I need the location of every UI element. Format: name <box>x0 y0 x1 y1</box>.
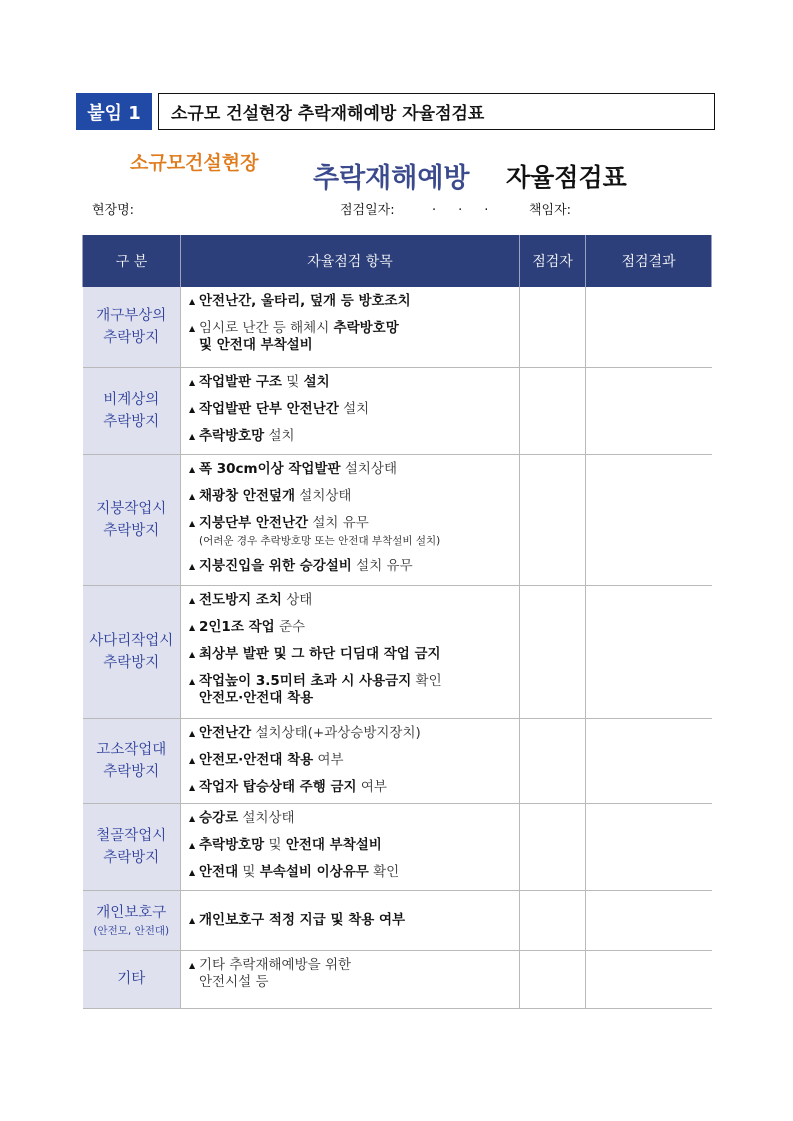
check-item-emphasis: 설치 <box>303 373 330 390</box>
check-item-line <box>199 725 421 742</box>
check-item-continuation: 안전시설 등 <box>199 973 269 990</box>
row-check-items <box>181 890 520 950</box>
check-item-text <box>199 957 351 991</box>
check-item <box>189 515 519 548</box>
triangle-bullet-icon: ▲ <box>189 518 196 528</box>
check-item <box>189 864 519 881</box>
inspector-cell[interactable] <box>520 454 586 585</box>
check-item-line <box>199 752 344 769</box>
category-line: 추락방지 <box>103 654 160 671</box>
check-item-emphasis: 개인보호구 적정 지급 및 착용 여부 <box>199 911 406 928</box>
triangle-bullet-icon: ▲ <box>189 595 196 605</box>
check-item-emphasis: 승강로 <box>199 809 239 826</box>
check-item-line <box>199 912 405 929</box>
check-item-line <box>199 779 387 796</box>
check-item-emphasis: 안전난간 <box>199 724 252 741</box>
row-category <box>83 585 181 718</box>
check-item-plain: 및 <box>264 836 286 853</box>
category-line: 추락방지 <box>103 329 160 346</box>
inspector-cell[interactable] <box>520 718 586 803</box>
check-item <box>189 320 519 354</box>
check-item-plain: 설치 유무 <box>308 514 369 531</box>
meta-row <box>0 199 793 219</box>
check-item-text <box>199 752 344 769</box>
check-item-plain: 기타 추락재해예방을 위한 <box>199 956 352 973</box>
check-item <box>189 461 519 478</box>
check-item-line <box>199 293 411 310</box>
check-item-plain: 설치 <box>264 427 295 444</box>
check-item-emphasis: 작업자 탑승상태 주행 금지 <box>199 778 357 795</box>
row-category <box>83 803 181 890</box>
triangle-bullet-icon: ▲ <box>189 782 196 792</box>
check-item-plain: 및 <box>281 373 304 390</box>
row-check-items <box>181 950 520 1008</box>
check-item-text <box>199 646 441 663</box>
table-row <box>83 950 712 1008</box>
result-cell[interactable] <box>586 454 712 585</box>
table-header-row <box>83 235 712 287</box>
result-cell[interactable] <box>586 950 712 1008</box>
category-line: 추락방지 <box>103 522 160 539</box>
triangle-bullet-icon: ▲ <box>189 622 196 632</box>
check-item <box>189 293 519 310</box>
triangle-bullet-icon: ▲ <box>189 324 196 333</box>
table-row <box>83 585 712 718</box>
header-category: 구 분 <box>83 235 181 287</box>
check-item-emphasis: 작업발판 단부 안전난간 <box>199 400 339 417</box>
check-item <box>189 646 519 663</box>
check-item-text <box>199 428 295 445</box>
check-item-plain: 설치상태 <box>238 809 295 826</box>
category-line: 지붕작업시 <box>96 500 167 517</box>
inspector-cell[interactable] <box>520 287 586 367</box>
triangle-bullet-icon: ▲ <box>189 867 196 877</box>
triangle-bullet-icon: ▲ <box>189 728 196 738</box>
inspection-date-label: 점검일자: <box>340 203 395 218</box>
category-line: 개인보호구 <box>96 905 167 921</box>
table-row <box>83 287 712 367</box>
check-item-text <box>199 864 399 881</box>
check-item-text <box>199 293 411 310</box>
check-item-text <box>199 779 387 796</box>
row-category <box>83 367 181 454</box>
result-cell[interactable] <box>586 287 712 367</box>
check-item <box>189 725 519 742</box>
check-item-line <box>199 837 382 854</box>
inspector-cell[interactable] <box>520 950 586 1008</box>
check-item-emphasis: 추락방호망 <box>199 836 265 853</box>
row-check-items <box>181 367 520 454</box>
title-tail: 자율점검표 <box>506 163 627 192</box>
result-cell[interactable] <box>586 367 712 454</box>
attachment-title: 소규모 건설현장 추락재해예방 자율점검표 <box>158 93 715 130</box>
check-item-line <box>199 619 305 636</box>
check-item-text <box>199 810 295 827</box>
check-item-plain: 설치 유무 <box>351 557 413 574</box>
check-item-emphasis: 안전모·안전대 착용 <box>199 751 314 768</box>
category-line: 추락방지 <box>103 849 160 866</box>
check-item <box>189 779 519 796</box>
check-item-plain: 임시로 난간 등 해체시 <box>199 320 334 336</box>
check-item <box>189 488 519 505</box>
check-item-plain: 여부 <box>313 751 344 768</box>
row-check-items <box>181 454 520 585</box>
check-item-emphasis: 지붕진입을 위한 승강설비 <box>199 557 352 574</box>
check-item-plain: 확인 <box>368 863 400 880</box>
check-item <box>189 957 519 991</box>
check-item-text <box>199 592 312 609</box>
table-row <box>83 367 712 454</box>
category-line: 비계상의 <box>103 391 160 408</box>
check-item-plain: 상태 <box>281 591 313 608</box>
check-item-text <box>199 374 330 391</box>
check-item-emphasis: 최상부 발판 및 그 하단 디딤대 작업 금지 <box>199 645 441 662</box>
check-item <box>189 912 519 929</box>
check-item-plain: 준수 <box>274 618 306 635</box>
check-item-plain: 여부 <box>356 778 387 795</box>
result-cell[interactable] <box>586 890 712 950</box>
inspector-cell[interactable] <box>520 890 586 950</box>
check-item-continuation: 안전모·안전대 착용 <box>199 689 314 706</box>
triangle-bullet-icon: ▲ <box>189 960 196 970</box>
check-item-line <box>199 558 413 575</box>
category-line: 기타 <box>117 971 146 987</box>
check-item-text <box>199 837 382 854</box>
triangle-bullet-icon: ▲ <box>189 915 196 925</box>
triangle-bullet-icon: ▲ <box>189 755 196 765</box>
check-item-line <box>199 428 295 445</box>
check-item-plain: 설치상태 <box>295 487 352 504</box>
category-line: 고소작업대 <box>96 741 167 758</box>
table-row <box>83 890 712 950</box>
table-row <box>83 718 712 803</box>
check-item <box>189 810 519 827</box>
check-item-emphasis: 작업높이 3.5미터 초과 시 사용금지 <box>199 672 412 689</box>
check-item-emphasis: 안전대 부착설비 <box>285 836 382 853</box>
check-item-text <box>199 725 421 742</box>
check-item-text <box>199 515 440 548</box>
result-cell[interactable] <box>586 585 712 718</box>
check-item-line <box>199 957 351 974</box>
check-item-text <box>199 401 369 418</box>
checklist-table <box>82 235 712 1009</box>
check-item-line <box>199 320 399 337</box>
check-item-plain: 확인 <box>411 672 442 689</box>
category-note: (안전모, 안전대) <box>93 925 170 937</box>
check-item-line <box>199 401 369 418</box>
title-prefix: 소규모건설현장 <box>130 152 259 174</box>
check-item <box>189 558 519 575</box>
attachment-badge: 붙임 1 <box>76 93 152 130</box>
result-cell[interactable] <box>586 718 712 803</box>
check-item-plain: 설치 <box>338 400 370 417</box>
row-check-items <box>181 803 520 890</box>
result-cell[interactable] <box>586 803 712 890</box>
row-check-items <box>181 287 520 367</box>
row-category <box>83 718 181 803</box>
check-item-emphasis: 추락방호망 <box>199 427 265 444</box>
header-inspector: 점검자 <box>520 235 586 287</box>
triangle-bullet-icon: ▲ <box>189 649 196 659</box>
triangle-bullet-icon: ▲ <box>189 561 196 571</box>
check-item-text <box>199 673 442 707</box>
header-result: 점검결과 <box>586 235 712 287</box>
check-item-line <box>199 646 441 663</box>
row-category <box>83 950 181 1008</box>
category-line: 사다리작업시 <box>89 632 174 649</box>
check-item <box>189 428 519 445</box>
check-item-emphasis: 채광창 안전덮개 <box>199 487 295 504</box>
row-category <box>83 454 181 585</box>
triangle-bullet-icon: ▲ <box>189 813 196 823</box>
triangle-bullet-icon: ▲ <box>189 297 196 306</box>
attachment-header <box>76 93 715 130</box>
check-item <box>189 374 519 391</box>
inspector-cell[interactable] <box>520 803 586 890</box>
inspection-date-dots: ... <box>432 199 511 214</box>
check-item-line <box>199 592 312 609</box>
check-item-line <box>199 673 442 690</box>
row-category <box>83 890 181 950</box>
check-item-emphasis: 전도방지 조치 <box>199 591 282 608</box>
check-item <box>189 592 519 609</box>
title-main: 추락재해예방 <box>313 163 470 194</box>
check-item-emphasis: 안전대 <box>199 863 239 880</box>
category-line: 추락방지 <box>103 763 160 780</box>
table-row <box>83 803 712 890</box>
check-item-emphasis: 폭 30cm이상 작업발판 <box>199 460 341 477</box>
check-item-text <box>199 619 305 636</box>
category-line: 추락방지 <box>103 413 160 430</box>
check-item <box>189 673 519 707</box>
row-check-items <box>181 718 520 803</box>
check-item-text <box>199 488 351 505</box>
check-item-continuation: 및 안전대 부착설비 <box>199 337 313 353</box>
check-item <box>189 752 519 769</box>
row-check-items <box>181 585 520 718</box>
check-item-note: (어려운 경우 추락방호망 또는 안전대 부착설비 설치) <box>199 534 441 547</box>
triangle-bullet-icon: ▲ <box>189 676 196 686</box>
site-name-label: 현장명: <box>92 203 135 218</box>
category-line: 철골작업시 <box>96 827 167 844</box>
check-item-line <box>199 374 330 391</box>
check-item-emphasis: 부속설비 이상유무 <box>259 863 369 880</box>
check-item <box>189 837 519 854</box>
check-item-emphasis: 안전난간, 울타리, 덮개 등 방호조치 <box>199 293 411 309</box>
check-item-plain: 및 <box>238 863 260 880</box>
inspector-cell[interactable] <box>520 367 586 454</box>
check-item-emphasis: 2인1조 작업 <box>199 618 275 635</box>
responsible-person-label: 책임자: <box>529 203 572 218</box>
check-item-text <box>199 461 397 478</box>
triangle-bullet-icon: ▲ <box>189 431 196 441</box>
check-item-line <box>199 488 351 505</box>
category-line: 개구부상의 <box>96 307 167 324</box>
check-item-line <box>199 864 399 881</box>
header-check-items: 자율점검 항목 <box>181 235 520 287</box>
triangle-bullet-icon: ▲ <box>189 404 196 414</box>
check-item-emphasis: 추락방호망 <box>333 320 399 336</box>
check-item <box>189 619 519 636</box>
document-title <box>0 148 793 196</box>
check-item-text <box>199 558 413 575</box>
check-item-text <box>199 912 405 929</box>
row-category <box>83 287 181 367</box>
check-item-plain: 설치상태 <box>340 460 398 477</box>
triangle-bullet-icon: ▲ <box>189 491 196 501</box>
check-item-line <box>199 461 397 478</box>
check-item-emphasis: 작업발판 구조 <box>199 373 282 390</box>
table-row <box>83 454 712 585</box>
check-item-emphasis: 지붕단부 안전난간 <box>199 514 309 531</box>
triangle-bullet-icon: ▲ <box>189 840 196 850</box>
triangle-bullet-icon: ▲ <box>189 464 196 474</box>
check-item-plain: 설치상태(+과상승방지장치) <box>251 724 421 741</box>
check-item-text <box>199 320 399 354</box>
check-item <box>189 401 519 418</box>
check-item-line <box>199 515 440 532</box>
triangle-bullet-icon: ▲ <box>189 377 196 387</box>
check-item-line <box>199 810 295 827</box>
inspector-cell[interactable] <box>520 585 586 718</box>
